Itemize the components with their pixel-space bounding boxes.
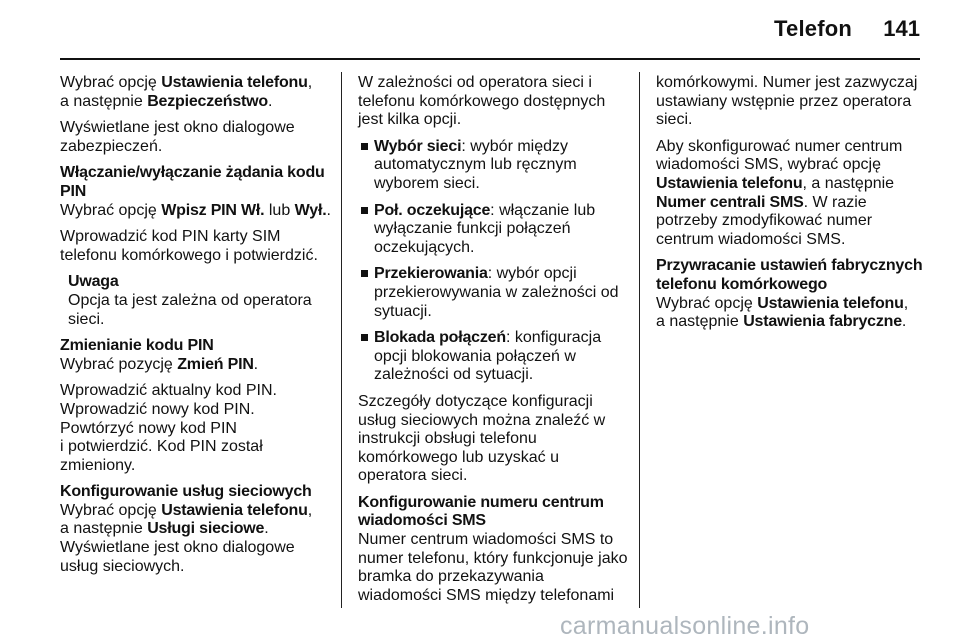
bullet-item: Blokada połączeń: konfiguracja opcji blokowania połączeń w zależności od sytuacji. [358,329,628,385]
bullet-square-icon [361,207,368,214]
paragraph: Wybrać opcję Ustawienia telefonu, a następnie Usługi sieciowe. Wyświetlane jest okno dialogowe usług sieciowych. [60,501,313,575]
menu-option: Wpisz PIN Wł. [161,201,265,219]
paragraph: Szczegóły dotyczące konfiguracji usług sieciowych można znaleźć w instrukcji obsługi telefonu komórkowego lub uzyskać u operatora sieci. [358,392,606,485]
column-divider-1 [341,72,342,608]
menu-option: Numer centrali SMS [656,193,804,211]
menu-option: Ustawienia telefonu [161,74,308,91]
column-2 [358,74,628,613]
column-3 [656,74,930,340]
paragraph: Wybrać opcję Wpisz PIN Wł. lub Wył.. [60,201,331,219]
column-divider-2 [639,72,640,608]
bullet-item: Przekierowania: wybór opcji przekierowywania w zależności od sytuacji. [358,265,628,321]
watermark: carmanualsonline.info [560,612,810,640]
section-heading: Konfigurowanie numeru centrum wiadomości SMS [358,493,604,530]
menu-option: Usługi sieciowe [147,520,265,538]
note-heading: Uwaga [68,273,119,291]
header-rule [60,58,920,60]
menu-option: Bezpieczeństwo [147,92,268,110]
menu-option: Ustawienia telefonu [161,501,308,519]
bullet-item: Wybór sieci: wybór między automatycznym lub ręcznym wyborem sieci. [358,138,628,194]
menu-option: Zmień PIN [177,355,254,373]
paragraph: Wybrać pozycję Zmień PIN. [60,355,259,373]
bullet-square-icon [361,143,368,150]
note-body: Opcja ta jest zależna od operatora sieci. [68,291,312,328]
menu-option: Wył. [294,201,327,219]
paragraph: komórkowymi. Numer jest zazwyczaj ustawiany wstępnie przez operatora sieci. [656,74,918,129]
page-number: 141 [883,16,920,41]
paragraph: Numer centrum wiadomości SMS to numer telefonu, który funkcjonuje jako bramka do przekazywania wiadomości SMS między telefonami [358,531,628,604]
paragraph: Aby skonfigurować numer centrum wiadomości SMS, wybrać opcję Ustawienia telefonu, a następnie Numer centrali SMS. W razie potrzeby zmodyfikować numer centrum wiadomości SMS. [656,137,903,248]
column-1 [60,74,336,584]
section-heading: Konfigurowanie usług sieciowych [60,483,312,501]
note-box [68,273,336,329]
bullet-square-icon [361,334,368,341]
menu-option: Ustawienia telefonu [757,294,904,312]
section-heading: Włączanie/wyłączanie żądania kodu PIN [60,164,325,200]
bullet-square-icon [361,270,368,277]
paragraph: W zależności od operatora sieci i telefonu komórkowego dostępnych jest kilka opcji. [358,74,606,129]
paragraph: Wybrać opcję Ustawienia telefonu, a następnie Ustawienia fabryczne. [656,294,909,331]
bullet-item: Poł. oczekujące: włączanie lub wyłączanie funkcji połączeń oczekujących. [358,202,628,258]
paragraph: Wybrać opcję Ustawienia telefonu, a następnie Bezpieczeństwo. [60,74,313,110]
section-heading: Przywracanie ustawień fabrycznych telefonu komórkowego [656,257,923,293]
section-heading: Zmienianie kodu PIN [60,337,214,355]
menu-option: Ustawienia fabryczne [743,313,902,331]
paragraph: Wprowadzić aktualny kod PIN. Wprowadzić nowy kod PIN. Powtórzyć nowy kod PIN i potwierdzić. Kod PIN został zmieniony. [60,382,277,474]
paragraph: Wyświetlane jest okno dialogowe zabezpieczeń. [60,119,295,155]
paragraph: Wprowadzić kod PIN karty SIM telefonu komórkowego i potwierdzić. [60,228,318,264]
menu-option: Ustawienia telefonu [656,174,803,192]
page-header-title: Telefon [774,16,852,41]
